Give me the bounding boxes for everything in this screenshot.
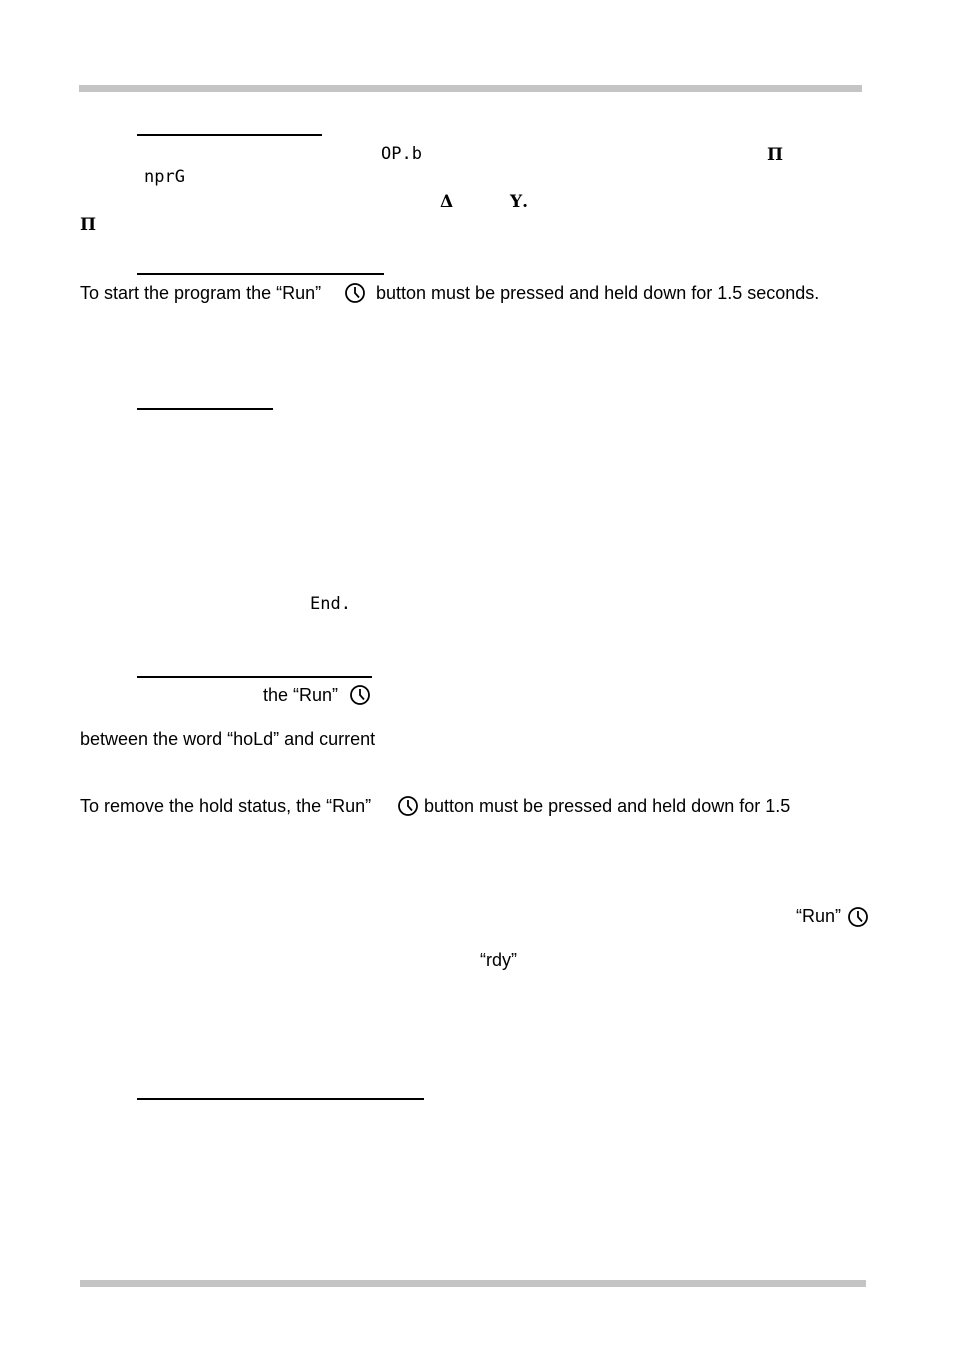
section-heading-underline-4 bbox=[137, 676, 372, 678]
lcd-end: End. bbox=[310, 594, 351, 614]
rdy-label: “rdy” bbox=[480, 950, 517, 970]
pi-symbol-left: Π bbox=[80, 215, 97, 235]
lcd-opb: OP.b bbox=[381, 144, 422, 164]
remove-text-b: button must be pressed and held down for 1.5 bbox=[424, 796, 791, 816]
run-label-right: “Run” bbox=[796, 906, 842, 926]
section-heading-underline-3 bbox=[137, 408, 273, 410]
pi-symbol-right: Π bbox=[767, 145, 784, 165]
remove-text-a: To remove the hold status, the “Run” bbox=[80, 796, 372, 816]
lcd-nprg: nprG bbox=[144, 167, 185, 187]
clock-icon bbox=[344, 282, 366, 304]
section-heading-underline-5 bbox=[137, 1098, 424, 1100]
hold-text: between the word “hoLd” and current bbox=[80, 729, 376, 749]
section-heading-underline-2 bbox=[137, 273, 384, 275]
section-heading-underline-1 bbox=[137, 134, 322, 136]
clock-icon bbox=[397, 795, 419, 817]
upsilon-symbol: Υ. bbox=[510, 192, 529, 212]
delta-symbol: Δ bbox=[440, 192, 454, 212]
start-text-a: To start the program the “Run” bbox=[80, 283, 322, 303]
clock-icon bbox=[349, 684, 371, 706]
footer-rule bbox=[80, 1280, 866, 1287]
start-text-b: button must be pressed and held down for 1.5 seconds. bbox=[376, 283, 820, 303]
header-rule bbox=[79, 85, 862, 92]
clock-icon bbox=[847, 906, 869, 928]
run-label: the “Run” bbox=[263, 685, 339, 705]
